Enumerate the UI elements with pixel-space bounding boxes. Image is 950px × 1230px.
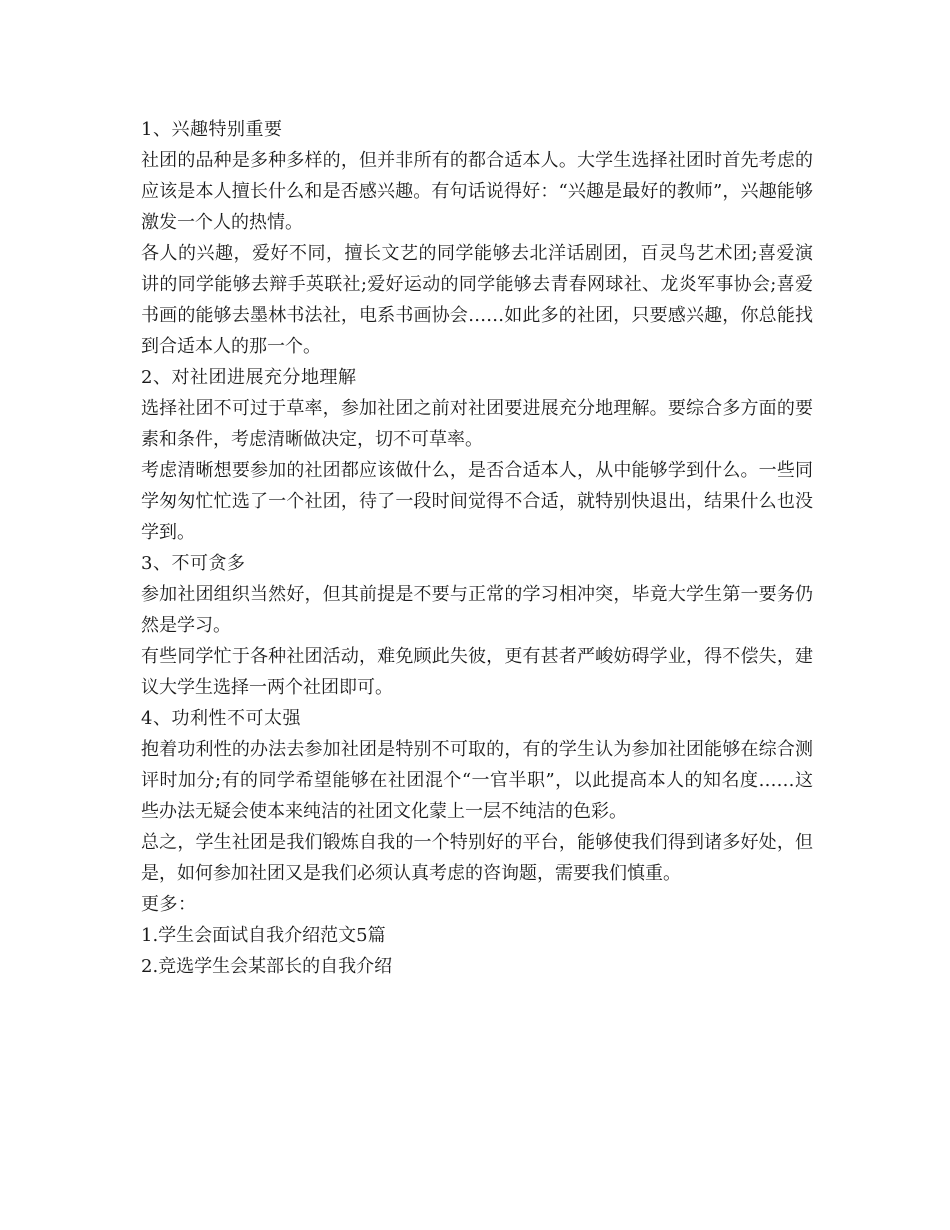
paragraph: 抱着功利性的办法去参加社团是特别不可取的，有的学生认为参加社团能够在综合测评时加分;有的同学希望能够在社团混个“一官半职”，以此提高本人的知名度……这些办法无疑会使本来纯洁的社团文化蒙上一层不纯洁的色彩。 — [141, 739, 813, 822]
paragraph: 选择社团不可过于草率，参加社团之前对社团要进展充分地理解。要综合多方面的要素和条件，考虑清晰做决定，切不可草率。 — [141, 398, 813, 450]
paragraph: 参加社团组织当然好，但其前提是不要与正常的学习相冲突，毕竟大学生第一要务仍然是学习。 — [141, 584, 813, 636]
paragraph: 社团的品种是多种多样的，但并非所有的都合适本人。大学生选择社团时首先考虑的应该是本人擅长什么和是否感兴趣。有句话说得好：“兴趣是最好的教师”，兴趣能够激发一个人的热情。 — [141, 150, 813, 233]
section-heading-2: 2、对社团进展充分地理解 — [141, 367, 357, 388]
paragraph: 考虑清晰想要参加的社团都应该做什么，是否合适本人，从中能够学到什么。一些同学匆匆忙忙选了一个社团，待了一段时间觉得不合适，就特别快退出，结果什么也没学到。 — [141, 460, 813, 543]
more-label: 更多： — [141, 894, 197, 915]
paragraph: 总之，学生社团是我们锻炼自我的一个特别好的平台，能够使我们得到诸多好处，但是，如何参加社团又是我们必须认真考虑的咨询题，需要我们慎重。 — [141, 832, 813, 884]
section-heading-3: 3、不可贪多 — [141, 553, 246, 574]
related-link-1[interactable]: 1.学生会面试自我介绍范文5篇 — [141, 925, 386, 946]
paragraph: 各人的兴趣，爱好不同，擅长文艺的同学能够去北洋话剧团，百灵鸟艺术团;喜爱演讲的同学能够去辩手英联社;爱好运动的同学能够去青春网球社、龙炎军事协会;喜爱书画的能够去墨林书法社，电系书画协会……如此多的社团，只要感兴趣，你总能找到合适本人的那一个。 — [141, 243, 814, 357]
section-heading-1: 1、兴趣特别重要 — [141, 119, 283, 140]
paragraph: 有些同学忙于各种社团活动，难免顾此失彼，更有甚者严峻妨碍学业，得不偿失，建议大学生选择一两个社团即可。 — [141, 646, 813, 698]
related-link-2[interactable]: 2.竞选学生会某部长的自我介绍 — [141, 956, 393, 977]
section-heading-4: 4、功利性不可太强 — [141, 708, 301, 729]
document-body — [141, 114, 813, 982]
